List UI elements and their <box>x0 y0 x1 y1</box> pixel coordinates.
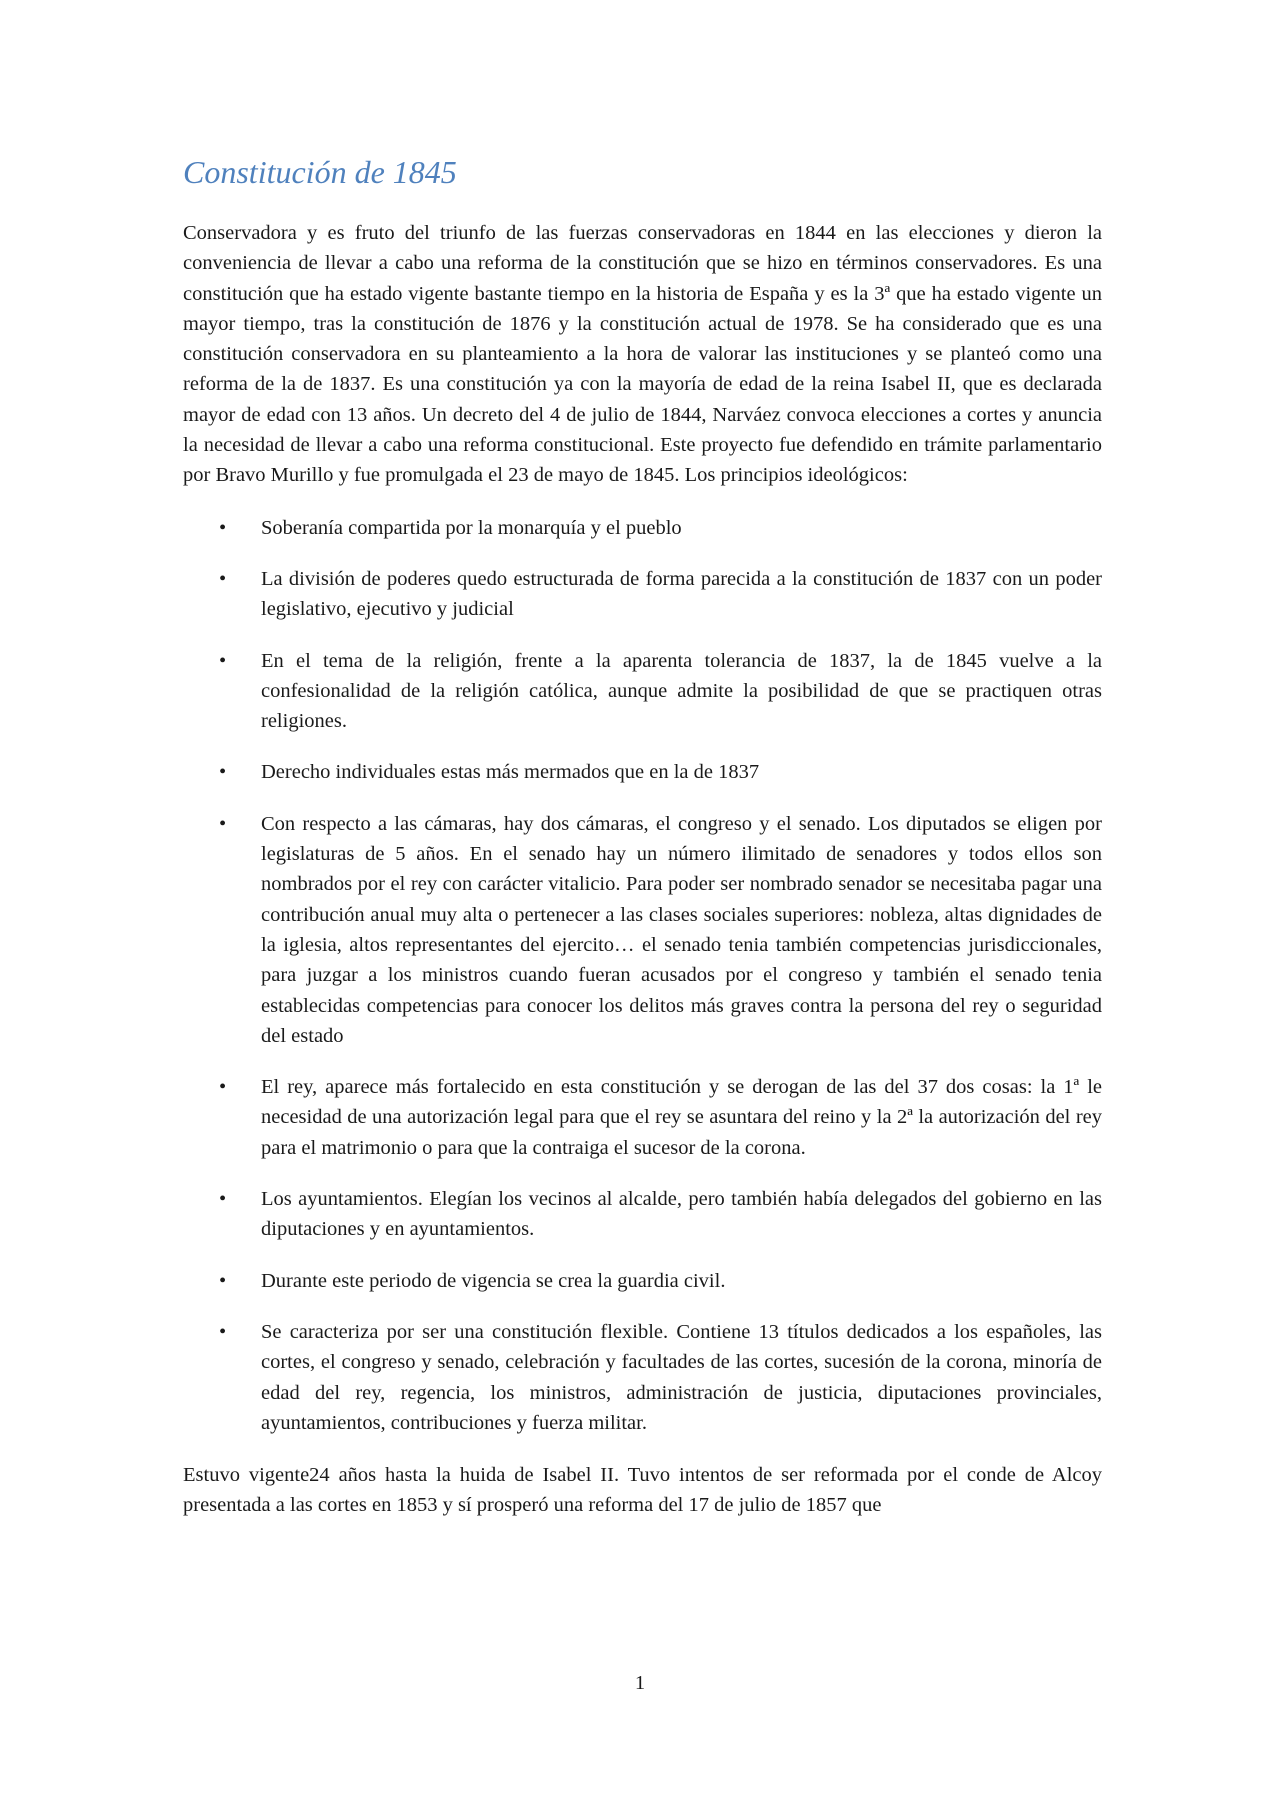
document-title: Constitución de 1845 <box>183 154 457 190</box>
list-item-text: La división de poderes quedo estructurada de forma parecida a la constitución de 1837 con un poder legislativo, ejecutivo y judicial <box>261 567 1102 621</box>
list-item-text: Con respecto a las cámaras, hay dos cámaras, el congreso y el senado. Los diputados se eligen por legislaturas de 5 años. En el senado hay un número ilimitado de senadores y todos ellos son nombrados por el rey con carácter vitalicio. Para poder ser nombrado senador se necesitaba pagar una contribución anual muy alta o pertenecer a las clases sociales superiores: nobleza, altas dignidades de la iglesia, altos representantes del ejercito… el senado tenia también competencias jurisdiccionales, para juzgar a los ministros cuando fueran acusados por el congreso y también el senado tenia establecidas competencias para conocer los delitos más graves contra la persona del rey o seguridad del estado <box>261 812 1102 1047</box>
list-item-text: Los ayuntamientos. Elegían los vecinos al alcalde, pero también había delegados del gobierno en las diputaciones y en ayuntamientos. <box>261 1188 1102 1241</box>
bullet-icon: • <box>219 1320 227 1343</box>
bullet-icon: • <box>219 761 227 784</box>
list-item <box>183 646 1102 737</box>
bullet-icon: • <box>219 1076 227 1099</box>
list-item <box>183 1184 1102 1245</box>
intro-paragraph: Conservadora y es fruto del triunfo de las fuerzas conservadoras en 1844 en las elecciones y dieron la conveniencia de llevar a cabo una reforma de la constitución que se hizo en términos conservadores. Es una constitución que ha estado vigente bastante tiempo en la historia de España y es la 3ª que ha estado vigente un mayor tiempo, tras la constitución de 1876 y la constitución actual de 1978. Se ha considerado que es una constitución conservadora en su planteamiento a la hora de valorar las instituciones y se planteó como una reforma de la de 1837. Es una constitución ya con la mayoría de edad de la reina Isabel II, que es declarada mayor de edad con 13 años. Un decreto del 4 de julio de 1844, Narváez convoca elecciones a cortes y anuncia la necesidad de llevar a cabo una reforma constitucional. Este proyecto fue defendido en trámite parlamentario por Bravo Murillo y fue promulgada el 23 de mayo de 1845. Los principios ideológicos: <box>183 222 1102 487</box>
list-item-text: Soberanía compartida por la monarquía y el pueblo <box>261 516 682 539</box>
bullet-icon: • <box>219 567 227 590</box>
bullet-icon: • <box>219 649 227 672</box>
page-number: 1 <box>634 1672 646 1694</box>
list-item <box>183 513 1102 543</box>
list-item-text: Se caracteriza por ser una constitución flexible. Contiene 13 títulos dedicados a los españoles, las cortes, el congreso y senado, celebración y facultades de las cortes, sucesión de la corona, minoría de edad del rey, regencia, los ministros, administración de justicia, diputaciones provinciales, ayuntamientos, contribuciones y fuerza militar. <box>261 1320 1102 1434</box>
list-item <box>183 757 1102 787</box>
closing-paragraph: Estuvo vigente24 años hasta la huida de Isabel II. Tuvo intentos de ser reformada por el conde de Alcoy presentada a las cortes en 1853 y sí prosperó una reforma del 17 de julio de 1857 que <box>183 1464 1102 1517</box>
document-page <box>183 150 1102 1521</box>
list-item <box>183 1317 1102 1438</box>
bullet-icon: • <box>219 1269 227 1292</box>
list-item <box>183 1072 1102 1163</box>
bullet-icon: • <box>219 1188 227 1211</box>
list-item <box>183 1266 1102 1296</box>
list-item <box>183 809 1102 1051</box>
list-item-text: El rey, aparece más fortalecido en esta constitución y se derogan de las del 37 dos cosas: la 1ª le necesidad de una autorización legal para que el rey se asuntara del reino y la 2ª la autorización del rey para el matrimonio o para que la contraiga el sucesor de la corona. <box>261 1076 1102 1159</box>
list-item <box>183 564 1102 625</box>
bullet-icon: • <box>219 812 227 835</box>
list-item-text: Durante este periodo de vigencia se crea la guardia civil. <box>261 1269 726 1292</box>
list-item-text: En el tema de la religión, frente a la aparenta tolerancia de 1837, la de 1845 vuelve a la confesionalidad de la religión católica, aunque admite la posibilidad de que se practiquen otras religiones. <box>261 649 1102 733</box>
list-item-text: Derecho individuales estas más mermados que en la de 1837 <box>261 761 760 784</box>
bullet-icon: • <box>219 516 227 539</box>
principles-list <box>183 513 1102 1438</box>
